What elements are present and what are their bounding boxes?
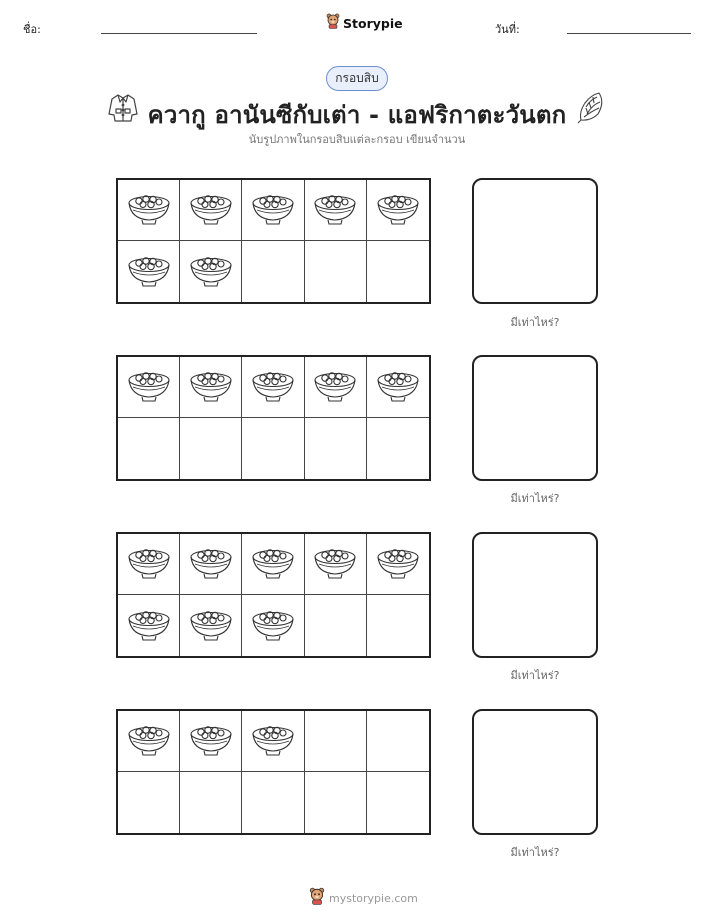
frame-cell: [118, 711, 180, 772]
question-label-2: มีเท่าไหร่?: [510, 492, 560, 505]
frame-cell: [242, 711, 304, 772]
answer-box-3[interactable]: [472, 532, 598, 658]
question-label-3: มีเท่าไหร่?: [510, 669, 560, 682]
frame-cell: [242, 241, 304, 302]
soup-bowl-icon: [188, 251, 234, 293]
ten-frame-2: [116, 355, 431, 481]
soup-bowl-icon: [188, 543, 234, 585]
frame-cell: [180, 418, 242, 479]
frame-cell: [305, 534, 367, 595]
instructions: นับรูปภาพในกรอบสิบแต่ละกรอบ เขียนจำนวน: [248, 133, 466, 146]
frame-cell: [180, 595, 242, 656]
frame-cell: [118, 595, 180, 656]
soup-bowl-icon: [375, 366, 421, 408]
frame-cell: [118, 772, 180, 833]
name-line[interactable]: [101, 33, 257, 34]
frame-cell: [118, 534, 180, 595]
soup-bowl-icon: [188, 189, 234, 231]
soup-bowl-icon: [126, 720, 172, 762]
frame-cell: [305, 772, 367, 833]
frame-cell: [367, 180, 429, 241]
soup-bowl-icon: [188, 720, 234, 762]
frame-cell: [367, 241, 429, 302]
frame-cell: [118, 180, 180, 241]
footer: [309, 887, 418, 909]
soup-bowl-icon: [250, 720, 296, 762]
frame-cell: [367, 418, 429, 479]
soup-bowl-icon: [375, 189, 421, 231]
frame-cell: [180, 241, 242, 302]
frame-cell: [118, 418, 180, 479]
name-label: ชื่อ:: [23, 23, 41, 36]
frame-cell: [367, 772, 429, 833]
soup-bowl-icon: [250, 605, 296, 647]
bear-mascot-icon: [326, 13, 340, 33]
frame-cell: [180, 180, 242, 241]
worksheet-type-badge: กรอบสิบ: [326, 66, 388, 91]
frame-cell: [180, 772, 242, 833]
frame-cell: [242, 772, 304, 833]
answer-box-4[interactable]: [472, 709, 598, 835]
date-line[interactable]: [567, 33, 691, 34]
brand-name: Storypie: [343, 15, 403, 31]
soup-bowl-icon: [126, 543, 172, 585]
frame-cell: [118, 241, 180, 302]
soup-bowl-icon: [312, 543, 358, 585]
frame-cell: [242, 418, 304, 479]
soup-bowl-icon: [126, 366, 172, 408]
soup-bowl-icon: [250, 543, 296, 585]
frame-cell: [367, 711, 429, 772]
frame-cell: [305, 418, 367, 479]
frame-cell: [242, 534, 304, 595]
ten-frame-3: [116, 532, 431, 658]
bear-mascot-icon: [309, 887, 325, 909]
frame-cell: [305, 711, 367, 772]
frame-cell: [305, 595, 367, 656]
soup-bowl-icon: [312, 366, 358, 408]
frame-cell: [180, 534, 242, 595]
soup-bowl-icon: [188, 605, 234, 647]
soup-bowl-icon: [126, 605, 172, 647]
date-label: วันที่:: [495, 23, 520, 36]
frame-cell: [305, 241, 367, 302]
frame-cell: [305, 180, 367, 241]
frame-cell: [242, 595, 304, 656]
pinecone-icon: [576, 90, 606, 128]
frame-cell: [242, 180, 304, 241]
question-label-1: มีเท่าไหร่?: [510, 316, 560, 329]
soup-bowl-icon: [188, 366, 234, 408]
soup-bowl-icon: [126, 251, 172, 293]
frame-cell: [180, 711, 242, 772]
soup-bowl-icon: [250, 189, 296, 231]
ten-frame-1: [116, 178, 431, 304]
footer-url: mystorypie.com: [329, 891, 418, 905]
answer-box-1[interactable]: [472, 178, 598, 304]
frame-cell: [305, 357, 367, 418]
answer-box-2[interactable]: [472, 355, 598, 481]
page-title: ควากู อานันซีกับเต่า - แอฟริกาตะวันตก: [147, 101, 567, 129]
soup-bowl-icon: [126, 189, 172, 231]
frame-cell: [118, 357, 180, 418]
soup-bowl-icon: [250, 366, 296, 408]
frame-cell: [367, 534, 429, 595]
question-label-4: มีเท่าไหร่?: [510, 846, 560, 859]
frame-cell: [367, 357, 429, 418]
frame-cell: [242, 357, 304, 418]
soup-bowl-icon: [312, 189, 358, 231]
ten-frame-4: [116, 709, 431, 835]
soup-bowl-icon: [375, 543, 421, 585]
frame-cell: [180, 357, 242, 418]
brand-logo: [326, 13, 403, 33]
frame-cell: [367, 595, 429, 656]
